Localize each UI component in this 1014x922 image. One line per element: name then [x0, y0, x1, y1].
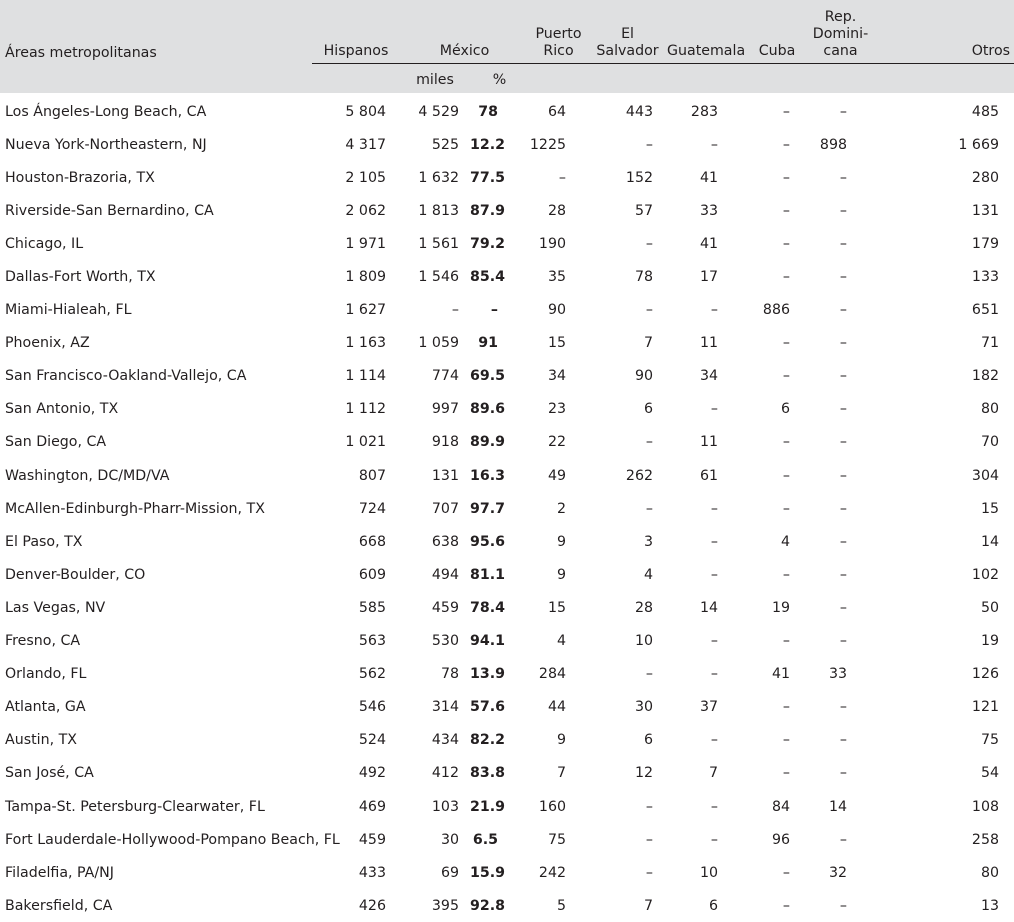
cell-cuba: 6 [780, 401, 791, 418]
cell-area: Bakersfield, CA [5, 897, 113, 914]
cell-rd: – [839, 533, 848, 550]
cell-otros: 304 [971, 467, 1000, 484]
cell-gua: 41 [699, 169, 719, 186]
table-row [0, 492, 1014, 525]
cell-es: – [645, 302, 654, 319]
cell-es: 57 [634, 202, 654, 219]
cell-hispanos: 2 062 [345, 202, 386, 219]
cell-gua: 41 [699, 235, 719, 252]
cell-otros: 280 [971, 169, 1000, 186]
cell-hispanos: 724 [358, 500, 386, 517]
cell-hispanos: 1 021 [345, 434, 386, 451]
cell-gua: – [710, 798, 719, 815]
cell-mex-miles: 412 [431, 765, 459, 782]
cell-otros: 13 [980, 897, 1000, 914]
cell-hispanos: 1 163 [345, 335, 386, 352]
cell-mex-pct: 81.1 [470, 566, 506, 583]
cell-hispanos: 469 [358, 798, 386, 815]
cell-mex-miles: 707 [431, 500, 459, 517]
header-guatemala: Guatemala [667, 43, 746, 59]
table-header [0, 0, 1014, 95]
cell-mex-miles: 1 632 [418, 169, 459, 186]
table-row [0, 823, 1014, 856]
table-row [0, 591, 1014, 624]
cell-rd: – [839, 467, 848, 484]
cell-rd: – [839, 699, 848, 716]
cell-mex-pct: 6.5 [472, 831, 499, 848]
cell-rd: – [839, 765, 848, 782]
cell-cuba: – [782, 235, 791, 252]
cell-es: 12 [634, 765, 654, 782]
cell-rd: – [839, 368, 848, 385]
cell-otros: 80 [980, 401, 1000, 418]
cell-mex-miles: 459 [431, 599, 459, 616]
cell-hispanos: 807 [358, 467, 386, 484]
cell-rd: – [839, 103, 848, 120]
cell-cuba: 4 [780, 533, 791, 550]
cell-pr: 22 [547, 434, 567, 451]
cell-cuba: – [782, 699, 791, 716]
cell-mex-pct: 83.8 [470, 765, 506, 782]
cell-otros: 19 [980, 633, 1000, 650]
cell-hispanos: 563 [358, 633, 386, 650]
cell-mex-pct: 21.9 [470, 798, 506, 815]
cell-hispanos: 546 [358, 699, 386, 716]
cell-mex-miles: 530 [431, 633, 459, 650]
cell-es: – [645, 864, 654, 881]
cell-cuba: – [782, 335, 791, 352]
cell-rd: – [839, 897, 848, 914]
cell-gua: 37 [699, 699, 719, 716]
cell-es: 3 [643, 533, 654, 550]
cell-otros: 182 [971, 368, 1000, 385]
table-row [0, 327, 1014, 360]
cell-area: Atlanta, GA [5, 699, 86, 716]
cell-cuba: – [782, 434, 791, 451]
cell-mex-miles: 1 561 [418, 235, 459, 252]
cell-mex-pct: 16.3 [470, 467, 506, 484]
cell-es: 262 [625, 467, 654, 484]
cell-otros: 70 [980, 434, 1000, 451]
cell-mex-pct: 97.7 [470, 500, 506, 517]
cell-cuba: 19 [771, 599, 791, 616]
cell-mex-miles: 638 [431, 533, 459, 550]
table-row [0, 459, 1014, 492]
table-row [0, 194, 1014, 227]
cell-otros: 14 [980, 533, 1000, 550]
cell-es: 6 [643, 401, 654, 418]
cell-es: 90 [634, 368, 654, 385]
cell-mex-pct: 92.8 [470, 897, 506, 914]
cell-cuba: – [782, 732, 791, 749]
header-el-salvador-line2: Salvador [596, 43, 659, 59]
cell-gua: 14 [699, 599, 719, 616]
cell-otros: 1 669 [958, 136, 1000, 153]
cell-rd: – [839, 633, 848, 650]
cell-cuba: 886 [762, 302, 791, 319]
cell-es: – [645, 500, 654, 517]
header-rep-dominicana-line3: cana [823, 43, 858, 59]
cell-area: Orlando, FL [5, 666, 87, 683]
cell-cuba: – [782, 202, 791, 219]
cell-hispanos: 433 [358, 864, 386, 881]
cell-gua: – [710, 401, 719, 418]
cell-mex-pct: 79.2 [470, 235, 506, 252]
cell-area: San José, CA [5, 765, 94, 782]
cell-gua: – [710, 533, 719, 550]
cell-pr: 160 [538, 798, 567, 815]
cell-mex-pct: 15.9 [470, 864, 506, 881]
table-row [0, 360, 1014, 393]
cell-gua: – [710, 831, 719, 848]
cell-area: McAllen-Edinburgh-Pharr-Mission, TX [5, 500, 265, 517]
cell-es: – [645, 666, 654, 683]
cell-rd: – [839, 599, 848, 616]
table-row [0, 625, 1014, 658]
table-row [0, 525, 1014, 558]
cell-es: 152 [625, 169, 654, 186]
cell-mex-miles: 30 [440, 831, 459, 848]
table-row [0, 558, 1014, 591]
cell-otros: 179 [971, 235, 1000, 252]
cell-cuba: – [782, 633, 791, 650]
cell-rd: 14 [828, 798, 848, 815]
cell-pr: 242 [538, 864, 567, 881]
header-el-salvador-line1: El [621, 26, 634, 42]
table-row [0, 128, 1014, 161]
cell-es: – [645, 235, 654, 252]
cell-mex-pct: 57.6 [470, 699, 506, 716]
cell-mex-miles: 69 [440, 864, 459, 881]
cell-cuba: – [782, 269, 791, 286]
cell-mex-miles: 525 [431, 136, 459, 153]
cell-cuba: – [782, 136, 791, 153]
cell-otros: 50 [980, 599, 1000, 616]
cell-rd: 898 [819, 136, 848, 153]
table-row [0, 691, 1014, 724]
cell-hispanos: 1 112 [345, 401, 386, 418]
cell-otros: 651 [971, 302, 1000, 319]
cell-pr: 28 [547, 202, 567, 219]
cell-mex-pct: 78 [478, 103, 499, 120]
cell-otros: 71 [980, 335, 1000, 352]
cell-pr: 23 [547, 401, 567, 418]
cell-area: Miami-Hialeah, FL [5, 302, 132, 319]
cell-mex-pct: 13.9 [470, 666, 506, 683]
cell-mex-miles: 103 [431, 798, 459, 815]
cell-otros: 258 [971, 831, 1000, 848]
header-hispanos: Hispanos [323, 43, 389, 59]
cell-mex-pct: – [490, 302, 499, 319]
cell-gua: 33 [699, 202, 719, 219]
cell-mex-miles: 1 546 [418, 269, 459, 286]
table-row [0, 790, 1014, 823]
cell-es: 7 [643, 897, 654, 914]
cell-pr: 44 [547, 699, 567, 716]
cell-mex-pct: 89.6 [470, 401, 506, 418]
cell-gua: – [710, 666, 719, 683]
header-puerto-rico-line2: Rico [543, 43, 574, 59]
table-row [0, 393, 1014, 426]
cell-cuba: – [782, 368, 791, 385]
cell-mex-pct: 89.9 [470, 434, 506, 451]
cell-hispanos: 4 317 [345, 136, 386, 153]
cell-area: Austin, TX [5, 732, 77, 749]
cell-rd: – [839, 566, 848, 583]
cell-mex-miles: 1 813 [418, 202, 459, 219]
cell-hispanos: 609 [358, 566, 386, 583]
table-row [0, 260, 1014, 293]
cell-otros: 126 [971, 666, 1000, 683]
cell-pr: 284 [538, 666, 567, 683]
cell-area: Nueva York-Northeastern, NJ [5, 136, 207, 153]
cell-rd: – [839, 235, 848, 252]
header-areas: Áreas metropolitanas [5, 44, 157, 61]
cell-area: Los Ángeles-Long Beach, CA [5, 103, 207, 120]
cell-area: Riverside-San Bernardino, CA [5, 202, 214, 219]
cell-area: Chicago, IL [5, 235, 84, 252]
cell-rd: – [839, 831, 848, 848]
header-cuba: Cuba [758, 43, 796, 59]
cell-mex-miles: 4 529 [418, 103, 459, 120]
cell-hispanos: 5 804 [345, 103, 386, 120]
cell-mex-pct: 69.5 [470, 368, 506, 385]
cell-pr: 5 [556, 897, 567, 914]
table-row [0, 889, 1014, 922]
cell-es: – [645, 136, 654, 153]
cell-hispanos: 1 114 [345, 368, 386, 385]
cell-hispanos: 562 [358, 666, 386, 683]
cell-mex-miles: 314 [431, 699, 459, 716]
cell-rd: – [839, 302, 848, 319]
cell-gua: 283 [690, 103, 719, 120]
cell-gua: 6 [708, 897, 719, 914]
cell-pr: 49 [547, 467, 567, 484]
cell-gua: 10 [699, 864, 719, 881]
cell-cuba: 96 [771, 831, 791, 848]
cell-cuba: – [782, 467, 791, 484]
cell-cuba: – [782, 103, 791, 120]
cell-rd: – [839, 202, 848, 219]
cell-pr: 75 [547, 831, 567, 848]
cell-hispanos: 1 627 [345, 302, 386, 319]
cell-cuba: – [782, 169, 791, 186]
cell-rd: 33 [828, 666, 848, 683]
cell-mex-pct: 85.4 [470, 269, 506, 286]
cell-es: – [645, 434, 654, 451]
cell-hispanos: 492 [358, 765, 386, 782]
cell-es: – [645, 798, 654, 815]
cell-pr: 15 [547, 599, 567, 616]
cell-area: San Francisco-Oakland-Vallejo, CA [5, 368, 247, 385]
cell-otros: 15 [980, 500, 1000, 517]
cell-mex-miles: 1 059 [418, 335, 459, 352]
cell-pr: 4 [556, 633, 567, 650]
cell-pr: – [558, 169, 567, 186]
cell-es: 443 [625, 103, 654, 120]
cell-mex-miles: 774 [431, 368, 459, 385]
cell-cuba: – [782, 897, 791, 914]
cell-mex-pct: 12.2 [470, 136, 506, 153]
cell-gua: – [710, 500, 719, 517]
cell-es: 6 [643, 732, 654, 749]
header-rep-dominicana-line1: Rep. [824, 9, 857, 25]
cell-area: Dallas-Fort Worth, TX [5, 269, 156, 286]
cell-rd: – [839, 732, 848, 749]
cell-es: 10 [634, 633, 654, 650]
cell-mex-miles: 997 [431, 401, 459, 418]
cell-cuba: – [782, 864, 791, 881]
cell-pr: 9 [556, 732, 567, 749]
cell-mex-pct: 82.2 [470, 732, 506, 749]
cell-otros: 80 [980, 864, 1000, 881]
cell-hispanos: 524 [358, 732, 386, 749]
cell-hispanos: 668 [358, 533, 386, 550]
cell-pr: 34 [547, 368, 567, 385]
header-rep-dominicana-line2: Domini- [812, 26, 869, 42]
cell-es: 28 [634, 599, 654, 616]
cell-cuba: – [782, 500, 791, 517]
cell-gua: 17 [699, 269, 719, 286]
subheader-pct: % [492, 71, 507, 88]
cell-area: Washington, DC/MD/VA [5, 467, 170, 484]
cell-cuba: 41 [771, 666, 791, 683]
cell-otros: 102 [971, 566, 1000, 583]
cell-gua: 11 [699, 434, 719, 451]
cell-area: Phoenix, AZ [5, 335, 90, 352]
cell-area: Fresno, CA [5, 633, 81, 650]
cell-mex-pct: 95.6 [470, 533, 506, 550]
cell-mex-pct: 94.1 [470, 633, 506, 650]
cell-gua: – [710, 566, 719, 583]
cell-mex-miles: 918 [431, 434, 459, 451]
cell-mex-miles: 131 [431, 467, 459, 484]
table-row [0, 161, 1014, 194]
cell-rd: – [839, 434, 848, 451]
subheader-miles: miles [416, 71, 454, 88]
cell-hispanos: 1 809 [345, 269, 386, 286]
cell-pr: 190 [538, 235, 567, 252]
cell-mex-pct: 91 [478, 335, 499, 352]
header-row [0, 0, 1014, 64]
cell-gua: 7 [708, 765, 719, 782]
table-row [0, 426, 1014, 459]
cell-cuba: 84 [771, 798, 791, 815]
cell-area: San Diego, CA [5, 434, 107, 451]
cell-area: Houston-Brazoria, TX [5, 169, 155, 186]
cell-otros: 54 [980, 765, 1000, 782]
cell-area: Las Vegas, NV [5, 599, 106, 616]
cell-hispanos: 1 971 [345, 235, 386, 252]
header-puerto-rico-line1: Puerto [535, 26, 582, 42]
table-row [0, 724, 1014, 757]
cell-otros: 75 [980, 732, 1000, 749]
cell-pr: 7 [556, 765, 567, 782]
table-row [0, 95, 1014, 128]
cell-pr: 15 [547, 335, 567, 352]
cell-mex-miles: – [451, 302, 459, 319]
cell-area: San Antonio, TX [5, 401, 119, 418]
cell-pr: 1225 [529, 136, 567, 153]
cell-mex-pct: 87.9 [470, 202, 506, 219]
cell-pr: 2 [556, 500, 567, 517]
table-row [0, 757, 1014, 790]
cell-cuba: – [782, 765, 791, 782]
cell-pr: 9 [556, 533, 567, 550]
cell-area: Tampa-St. Petersburg-Clearwater, FL [5, 798, 265, 815]
cell-pr: 35 [547, 269, 567, 286]
cell-mex-miles: 395 [431, 897, 459, 914]
cell-area: El Paso, TX [5, 533, 83, 550]
cell-pr: 90 [547, 302, 567, 319]
cell-mex-miles: 78 [440, 666, 459, 683]
cell-rd: – [839, 500, 848, 517]
cell-mex-pct: 77.5 [470, 169, 506, 186]
table-row [0, 856, 1014, 889]
cell-es: 7 [643, 335, 654, 352]
table-body [0, 95, 1014, 922]
cell-rd: 32 [828, 864, 848, 881]
cell-es: 78 [634, 269, 654, 286]
header-el-salvador [588, 0, 667, 64]
cell-gua: – [710, 633, 719, 650]
header-mexico: México [439, 43, 490, 59]
cell-area: Denver-Boulder, CO [5, 566, 146, 583]
cell-otros: 485 [971, 103, 1000, 120]
cell-gua: – [710, 732, 719, 749]
table-row [0, 227, 1014, 260]
cell-mex-miles: 434 [431, 732, 459, 749]
subheader-row [0, 64, 1014, 95]
cell-hispanos: 459 [358, 831, 386, 848]
cell-mex-miles: 494 [431, 566, 459, 583]
cell-gua: – [710, 136, 719, 153]
header-puerto-rico [529, 0, 588, 64]
cell-gua: – [710, 302, 719, 319]
cell-es: 4 [643, 566, 654, 583]
cell-hispanos: 426 [358, 897, 386, 914]
cell-area: Filadelfia, PA/NJ [5, 864, 114, 881]
table-row [0, 294, 1014, 327]
cell-rd: – [839, 335, 848, 352]
cell-hispanos: 2 105 [345, 169, 386, 186]
cell-otros: 131 [971, 202, 1000, 219]
cell-rd: – [839, 401, 848, 418]
cell-es: – [645, 831, 654, 848]
cell-area: Fort Lauderdale-Hollywood-Pompano Beach, FL [5, 831, 340, 848]
header-otros: Otros [971, 43, 1011, 59]
cell-cuba: – [782, 566, 791, 583]
cell-gua: 11 [699, 335, 719, 352]
cell-rd: – [839, 269, 848, 286]
cell-hispanos: 585 [358, 599, 386, 616]
header-rep-dominicana [809, 0, 872, 64]
cell-es: 30 [634, 699, 654, 716]
cell-otros: 133 [971, 269, 1000, 286]
cell-pr: 64 [547, 103, 567, 120]
cell-gua: 34 [699, 368, 719, 385]
cell-otros: 121 [971, 699, 1000, 716]
cell-otros: 108 [971, 798, 1000, 815]
cell-gua: 61 [699, 467, 719, 484]
cell-pr: 9 [556, 566, 567, 583]
table-row [0, 658, 1014, 691]
cell-mex-pct: 78.4 [470, 599, 506, 616]
cell-rd: – [839, 169, 848, 186]
